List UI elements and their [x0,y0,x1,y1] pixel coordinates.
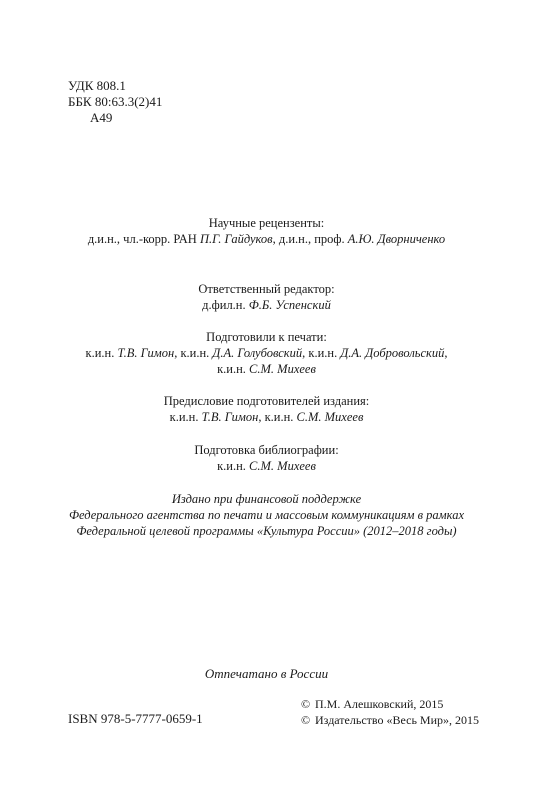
prepared-separator: , [444,346,448,360]
bbk-code: ББК 80:63.3(2)41 [68,94,163,109]
prepared-name: Д.А. Добровольский [340,346,445,360]
bibliography-line [0,458,533,474]
isbn: ISBN 978-5-7777-0659-1 [68,711,203,726]
bibliography-section [0,442,533,474]
prepared-name: Т.В. Гимон [117,346,175,360]
bibliography-label: Подготовка библиографии: [194,443,339,457]
reviewers-label: Научные рецензенты: [208,216,325,230]
funding-line3: Федеральной целевой программы «Культура России» (2012–2018 годы) [76,524,457,538]
editor-label: Ответственный редактор: [198,282,335,296]
funding-line1: Издано при финансовой поддержке [171,492,362,506]
reviewers-line [0,231,533,247]
prepared-degree: к.и.н. [85,346,118,360]
preface-line [0,409,533,425]
reviewer2-degree: , д.и.н., проф. [272,232,348,246]
prepared-degree: , к.и.н. [174,346,213,360]
preface-label: Предисловие подготовителей издания: [163,394,370,408]
copyright-line1 [301,696,479,712]
printed-in: Отпечатано в России [204,666,329,681]
prepared-line1 [0,345,533,361]
prepared-line2 [0,361,533,377]
prepared-degree: , к.и.н. [302,346,341,360]
copyright-icon: © [301,713,311,727]
prepared-section [0,329,533,377]
copyright-publisher: Издательство «Весь Мир», 2015 [315,713,480,727]
funding-note [0,491,533,539]
prepared-label: Подготовили к печати: [206,330,327,344]
bibliography-name: С.М. Михеев [249,459,316,473]
editor-name: Ф.Б. Успенский [248,298,331,312]
copyright-line2 [301,712,479,728]
editor-line [0,297,533,313]
classification-codes [68,78,162,126]
bibliography-degree: к.и.н. [217,459,250,473]
reviewer2-name: А.Ю. Дворниченко [347,232,446,246]
copyright-icon: © [301,697,311,711]
reviewer1-degree: д.и.н., чл.-корр. РАН [87,232,200,246]
author-mark: А49 [90,110,113,125]
prepared-name: Д.А. Голубовский [212,346,303,360]
prepared-name: С.М. Михеев [249,362,316,376]
udk-code: УДК 808.1 [68,78,126,93]
preface-degree: к.и.н. [169,410,202,424]
copyright-block [301,696,479,728]
editor-section [0,281,533,313]
copyright-author: П.М. Алешковский, 2015 [315,697,444,711]
editor-degree: д.фил.н. [202,298,249,312]
reviewers-section [0,215,533,247]
funding-line2: Федерального агентства по печати и массовым коммуникациям в рамках [68,508,464,522]
preface-section [0,393,533,425]
preface-name: С.М. Михеев [296,410,364,424]
reviewer1-name: П.Г. Гайдуков [199,232,273,246]
preface-name: Т.В. Гимон [201,410,259,424]
preface-degree: , к.и.н. [258,410,297,424]
prepared-degree: к.и.н. [217,362,250,376]
